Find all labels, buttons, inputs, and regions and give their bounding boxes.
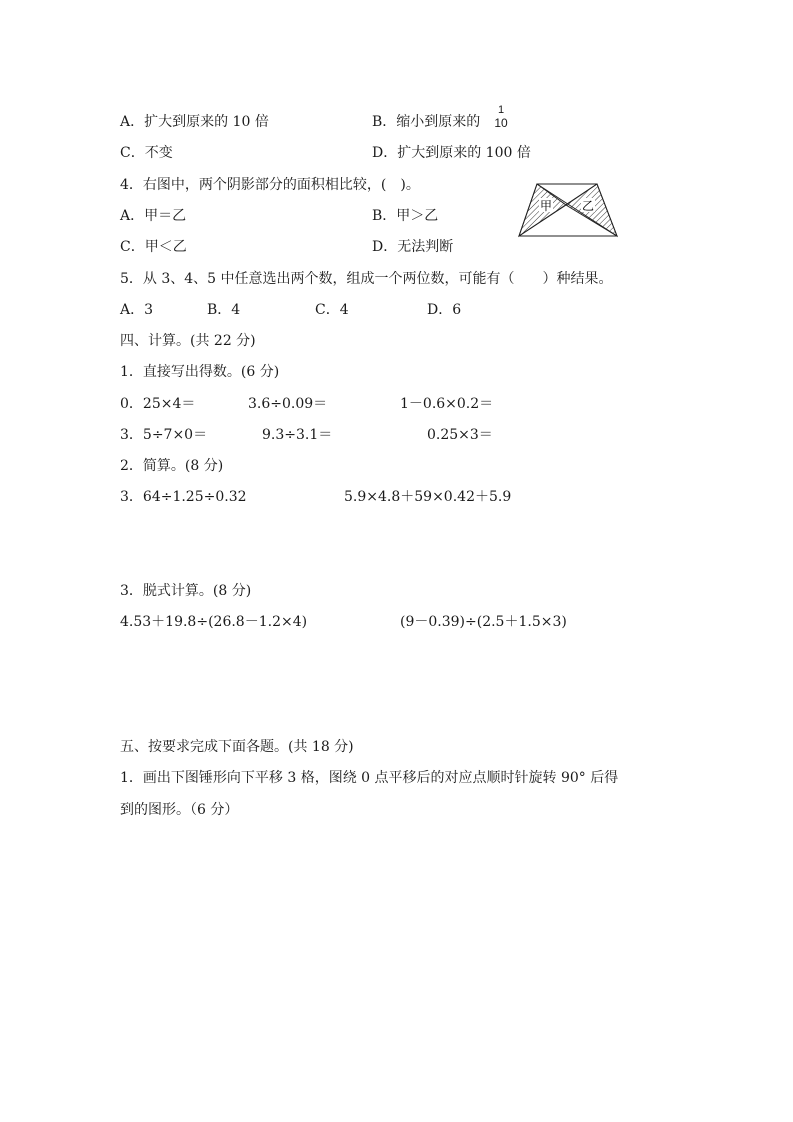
q4-option-b: B．甲＞乙 <box>372 208 439 224</box>
q5-option-a: A．3 <box>120 302 154 318</box>
calc-2-1: 3．5÷7×0＝ <box>120 427 208 443</box>
calc-2-3: 0.25×3＝ <box>427 427 493 443</box>
q4-option-d: D．无法判断 <box>372 239 454 255</box>
q5-option-d: D．6 <box>427 302 462 318</box>
calc-2-2: 9.3÷3.1＝ <box>262 427 333 443</box>
q3-option-c: C．不变 <box>120 145 173 161</box>
q3-option-b-text: B．缩小到原来的 <box>372 114 481 130</box>
q5-stem: 5．从 3、4、5 中任意选出两个数，组成一个两位数，可能有（ ）种结果。 <box>120 271 613 287</box>
q4-option-a: A．甲＝乙 <box>120 208 187 224</box>
label-yi: 乙 <box>582 199 595 213</box>
trapezoid-figure <box>517 182 619 238</box>
label-jia: 甲 <box>540 199 553 213</box>
section4-title: 四、计算。(共 22 分) <box>120 333 256 349</box>
simplify-2: 5.9×4.8＋59×0.42＋5.9 <box>344 489 512 505</box>
q5-option-c: C．4 <box>315 302 349 318</box>
q4-option-c: C．甲＜乙 <box>120 239 187 255</box>
section4-part2-title: 2．简算。(8 分) <box>120 458 224 474</box>
section4-part1-title: 1．直接写出得数。(6 分) <box>120 364 280 380</box>
stepwise-2: (9－0.39)÷(2.5＋1.5×3) <box>400 614 567 630</box>
q3-option-d: D．扩大到原来的 100 倍 <box>372 145 531 161</box>
simplify-1: 3．64÷1.25÷0.32 <box>120 489 247 505</box>
section4-part3-title: 3．脱式计算。(8 分) <box>120 583 252 599</box>
q3-option-b <box>372 112 480 132</box>
section5-part1-line2: 到的图形。（6 分） <box>120 802 239 818</box>
calc-1-1: 0．25×4＝ <box>120 396 196 412</box>
q4-stem: 4．右图中，两个阴影部分的面积相比较，( )。 <box>120 177 420 193</box>
stepwise-1: 4.53＋19.8÷(26.8－1.2×4) <box>120 614 308 630</box>
section5-part1-line1: 1．画出下图锤形向下平移 3 格，图绕 0 点平移后的对应点顺时针旋转 90° 后得 <box>120 770 619 786</box>
calc-1-2: 3.6÷0.09＝ <box>248 396 328 412</box>
q3-fraction-numerator: 1 <box>497 104 505 116</box>
q3-fraction-denominator: 10 <box>494 116 508 130</box>
q3-option-a: A．扩大到原来的 10 倍 <box>120 114 269 130</box>
section5-title: 五、按要求完成下面各题。(共 18 分) <box>120 739 354 755</box>
q5-option-b: B．4 <box>207 302 241 318</box>
calc-1-3: 1－0.6×0.2＝ <box>400 396 494 412</box>
